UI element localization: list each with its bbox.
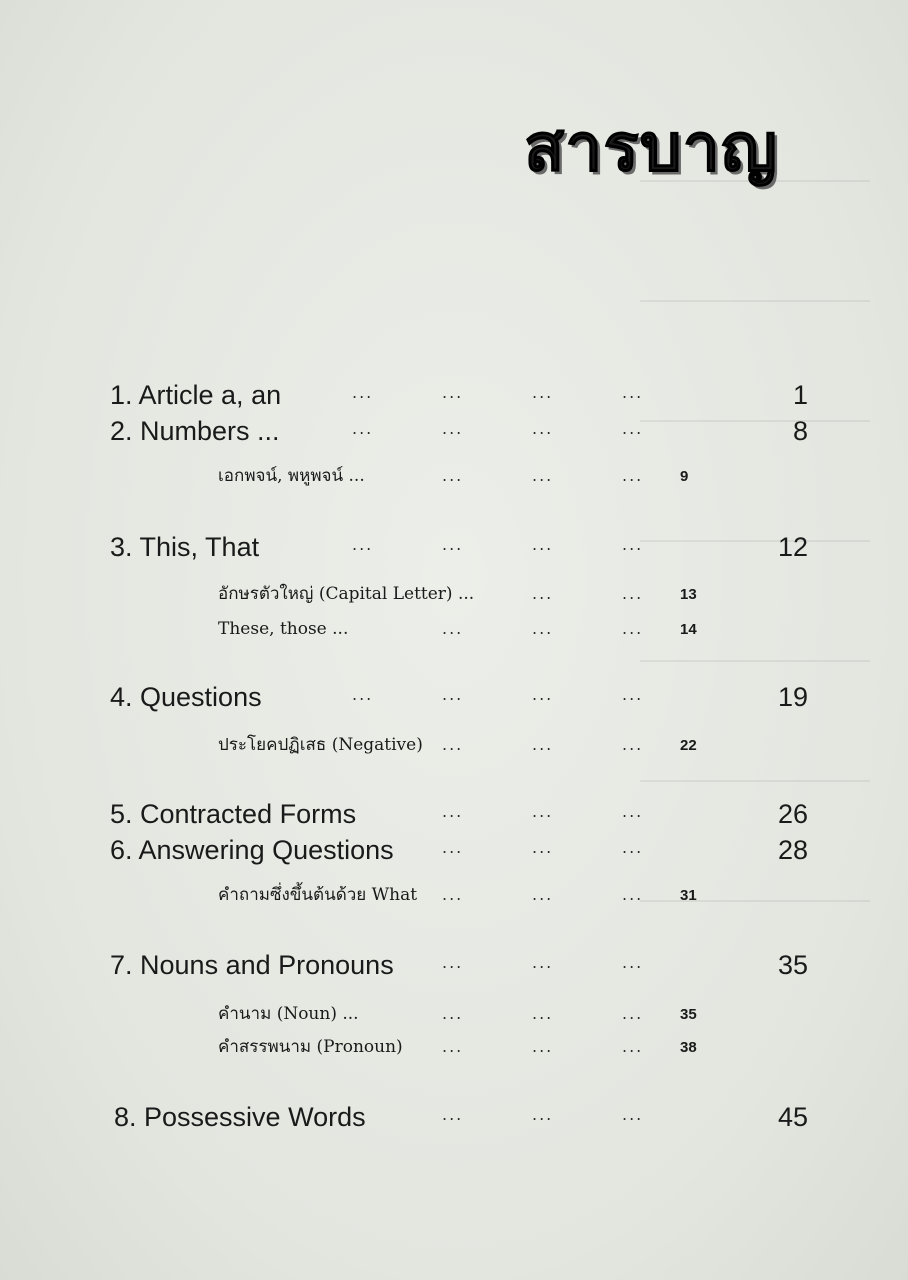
leader-dots: ... [442,885,464,904]
toc-entry [0,797,908,837]
toc-subentry [0,464,908,504]
leader-dots: ... [442,1105,464,1124]
leader-dots: ... [532,619,554,638]
leader-dots: ... [622,838,644,857]
toc-entry-page: 26 [777,799,808,829]
leader-dots: ... [622,383,644,402]
leader-dots: ... [532,584,554,603]
toc-entry [0,378,908,418]
toc-entry [0,1100,908,1140]
toc-subentry [0,1035,908,1075]
leader-dots: ... [622,466,644,485]
toc-subentry-label: อักษรตัวใหญ่ (Capital Letter) ... [218,584,475,604]
toc-entry-label: 7. Nouns and Pronouns [110,950,394,980]
leader-dots: ... [532,735,554,754]
toc-subentry-label: คำสรรพนาม (Pronoun) [218,1037,403,1057]
leader-dots: ... [442,383,464,402]
page-title: สารบาญ [524,109,778,186]
leader-dots: ... [442,953,464,972]
toc-subentry-page: 38 [680,1039,697,1056]
toc-entry-page: 12 [777,532,808,562]
toc-subentry-page: 14 [680,621,697,638]
toc-entry [0,833,908,873]
leader-dots: ... [442,419,464,438]
toc-entry-label: 6. Answering Questions [110,835,394,865]
leader-dots: ... [442,685,464,704]
leader-dots: ... [622,735,644,754]
toc-subentry-label: คำถามซึ่งขึ้นต้นด้วย What [218,885,418,905]
leader-dots: ... [532,953,554,972]
leader-dots: ... [532,838,554,857]
leader-dots: ... [532,1004,554,1023]
leader-dots: ... [352,419,374,438]
toc-subentry [0,883,908,923]
toc-subentry-page: 13 [680,586,697,603]
toc-subentry-page: 22 [680,737,697,754]
leader-dots: ... [622,535,644,554]
toc-entry [0,530,908,570]
leader-dots: ... [442,1004,464,1023]
toc-entry-page: 45 [777,1102,808,1132]
leader-dots: ... [442,535,464,554]
leader-dots: ... [352,535,374,554]
leader-dots: ... [442,802,464,821]
leader-dots: ... [532,383,554,402]
leader-dots: ... [532,419,554,438]
toc-entry-label: 5. Contracted Forms [110,799,357,829]
toc-entry-page: 8 [792,416,808,446]
leader-dots: ... [442,619,464,638]
toc-entry-label: 4. Questions [110,682,262,712]
leader-dots: ... [622,1037,644,1056]
toc-subentry-label: ประโยคปฏิเสธ (Negative) [218,735,423,755]
toc-entry-label: 1. Article a, an [110,380,282,410]
leader-dots: ... [622,419,644,438]
leader-dots: ... [352,383,374,402]
toc-entry-label: 2. Numbers ... [110,416,280,446]
leader-dots: ... [442,466,464,485]
leader-dots: ... [622,1004,644,1023]
toc-subentry-page: 35 [680,1006,697,1023]
leader-dots: ... [622,584,644,603]
toc-entry-page: 28 [777,835,808,865]
leader-dots: ... [622,885,644,904]
leader-dots: ... [442,838,464,857]
leader-dots: ... [622,1105,644,1124]
leader-dots: ... [442,1037,464,1056]
toc-subentry [0,582,908,622]
leader-dots: ... [622,953,644,972]
toc-entry-page: 1 [792,380,808,410]
toc-entry [0,414,908,454]
toc-subentry-label: These, those ... [218,619,349,639]
leader-dots: ... [532,1037,554,1056]
toc-entry-label: 3. This, That [110,532,260,562]
toc-entry-label: 8. Possessive Words [114,1102,366,1132]
leader-dots: ... [622,802,644,821]
leader-dots: ... [622,685,644,704]
leader-dots: ... [622,619,644,638]
toc-subentry-label: คำนาม (Noun) ... [218,1004,359,1024]
toc-subentry-label: เอกพจน์, พหูพจน์ ... [218,466,365,486]
leader-dots: ... [442,735,464,754]
toc-subentry-page: 31 [680,887,697,904]
leader-dots: ... [532,885,554,904]
toc-subentry-page: 9 [680,468,689,485]
toc-entry-page: 35 [777,950,808,980]
leader-dots: ... [532,685,554,704]
leader-dots: ... [532,535,554,554]
leader-dots: ... [532,466,554,485]
toc-subentry [0,733,908,773]
leader-dots: ... [532,1105,554,1124]
leader-dots: ... [532,802,554,821]
toc-entry [0,680,908,720]
toc-entry [0,948,908,988]
leader-dots: ... [352,685,374,704]
toc-subentry [0,617,908,657]
toc-entry-page: 19 [777,682,808,712]
